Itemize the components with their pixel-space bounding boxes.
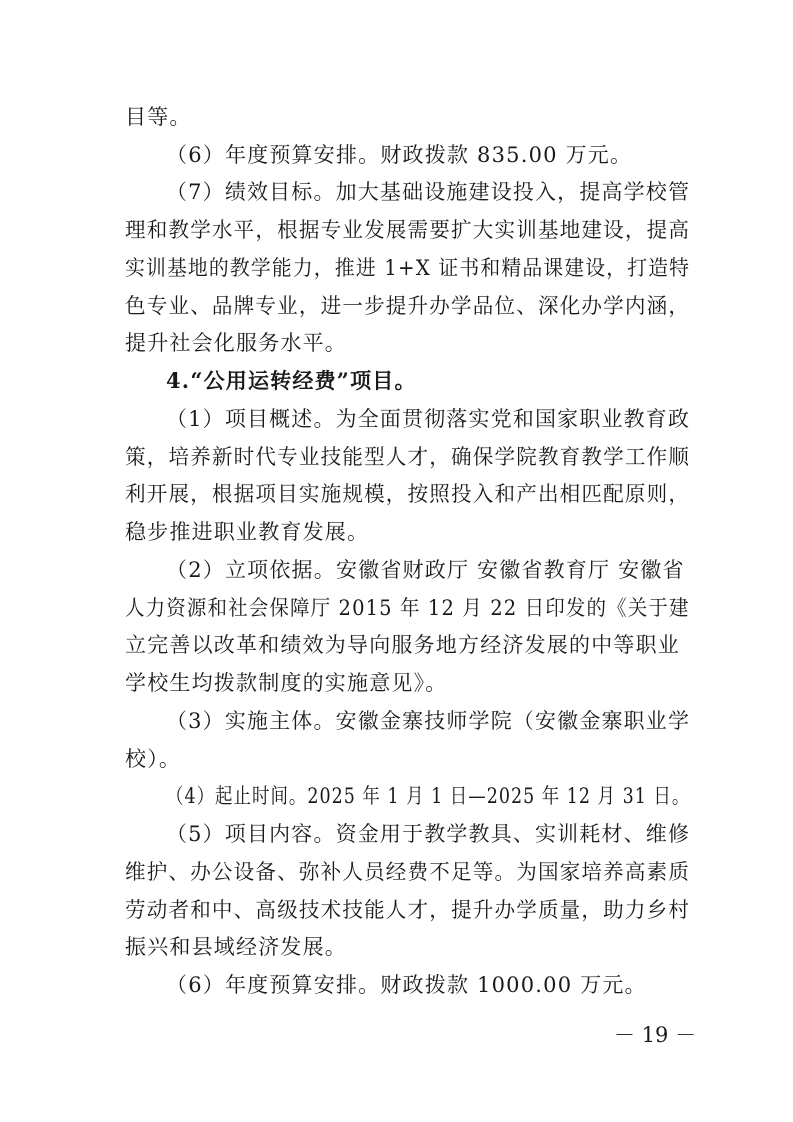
- paragraph-line: 目等。: [125, 105, 192, 129]
- paragraph-line: （3）实施主体。安徽金寨技师学院（安徽金寨职业学: [166, 708, 691, 733]
- paragraph-line: 人力资源和社会保障厅 2015 年 12 月 22 日印发的《关于建: [125, 595, 690, 620]
- paragraph-line: 振兴和县域经济发展。: [125, 935, 347, 960]
- paragraph-line: 劳动者和中、高级技术技能人才，提升办学质量，助力乡村: [125, 897, 691, 922]
- paragraph-line: （7）绩效目标。加大基础设施建设投入，提高学校管: [166, 180, 691, 205]
- paragraph-line: 学校生均拨款制度的实施意见》。: [125, 671, 448, 696]
- paragraph-line: 校）。: [125, 746, 182, 771]
- paragraph-line: （5）项目内容。资金用于教学教具、实训耗材、维修: [166, 822, 691, 847]
- section-heading: 4.“公用运转经费”项目。: [166, 368, 417, 394]
- paragraph-line: 理和教学水平，根据专业发展需要扩大实训基地建设，提高: [125, 218, 691, 243]
- paragraph-line: 实训基地的教学能力，推进 1+X 证书和精品课建设，打造特: [125, 255, 691, 280]
- paragraph-line: （1）项目概述。为全面贯彻落实党和国家职业教育政: [166, 406, 691, 431]
- page-number: － 19 －: [614, 1023, 697, 1047]
- paragraph-line: 色专业、品牌专业，进一步提升办学品位、深化办学内涵，: [125, 293, 691, 318]
- paragraph-line: （6）年度预算安排。财政拨款 835.00 万元。: [166, 142, 633, 167]
- paragraph-line: 提升社会化服务水平。: [125, 331, 347, 356]
- paragraph-line: 策，培养新时代专业技能型人才，确保学院教育教学工作顺: [125, 444, 691, 469]
- paragraph-line: 利开展，根据项目实施规模，按照投入和产出相匹配原则，: [125, 482, 691, 507]
- paragraph-line: 稳步推进职业教育发展。: [125, 520, 370, 545]
- paragraph-line: （2）立项依据。安徽省财政厅 安徽省教育厅 安徽省: [166, 557, 685, 582]
- paragraph-line: （4）起止时间。2025 年 1 月 1 日—2025 年 12 月 31 日。: [166, 784, 691, 809]
- paragraph-line: （6）年度预算安排。财政拨款 1000.00 万元。: [166, 973, 647, 997]
- paragraph-line: 立完善以改革和绩效为导向服务地方经济发展的中等职业: [125, 633, 680, 658]
- paragraph-line: 维护、办公设备、弥补人员经费不足等。为国家培养高素质: [125, 859, 691, 884]
